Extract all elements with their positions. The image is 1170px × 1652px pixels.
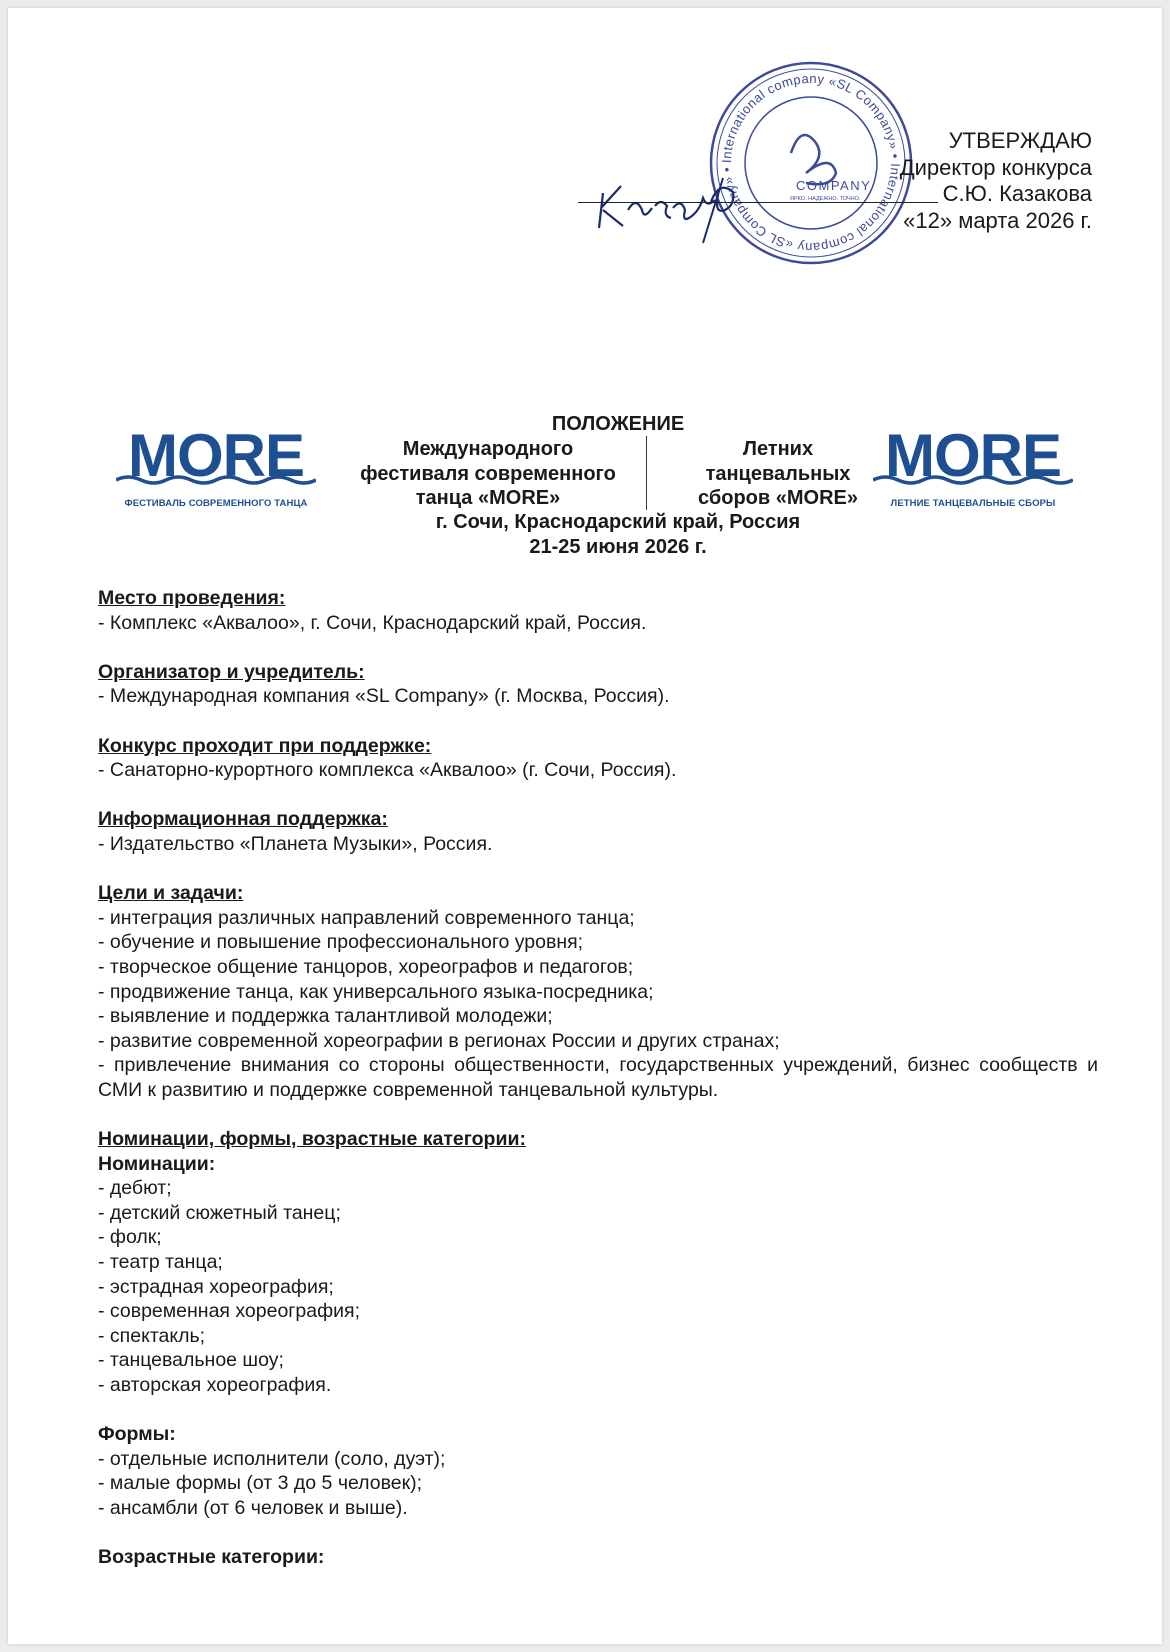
list-item: - театр танца; [98, 1251, 223, 1274]
list-item: - авторская хореография. [98, 1374, 332, 1396]
logo-festival-caption: ФЕСТИВАЛЬ СОВРЕМЕННОГО ТАНЦА [124, 498, 308, 509]
section-heading-goals: Цели и задачи: [98, 882, 244, 905]
list-item: - развитие современной хореографии в регионах России и других странах; [98, 1029, 780, 1052]
logo-summer-camp-caption: ЛЕТНИЕ ТАНЦЕВАЛЬНЫЕ СБОРЫ [890, 498, 1056, 509]
list-item: - творческое общение танцоров, хореографов и педагогов; [98, 955, 634, 978]
list-item: - интеграция различных направлений современного танца; [98, 906, 635, 929]
logo-festival [116, 422, 316, 509]
document-page [8, 8, 1162, 1644]
header-city: г. Сочи, Краснодарский край, Россия [435, 511, 801, 533]
list-item: - ансамбли (от 6 человек и выше). [98, 1496, 408, 1519]
header-left-column [338, 437, 638, 511]
header-right-column [678, 437, 878, 511]
logo-festival-word: MORE [128, 422, 304, 489]
document-body [98, 586, 1098, 1570]
header-right-line: сборов «MORE» [698, 487, 858, 509]
section-heading-organizer: Организатор и учредитель: [98, 660, 365, 683]
header-left-line: фестиваля современного [360, 462, 616, 485]
list-item: - дебют; [98, 1177, 172, 1200]
approval-line-position: Директор конкурса [899, 154, 1092, 180]
approval-line-date: «12» марта 2026 г. [903, 207, 1092, 233]
section-heading-nominations: Номинации, формы, возрастные категории: [98, 1128, 526, 1151]
list-item: - отдельные исполнители (соло, дуэт); [98, 1447, 446, 1470]
signature-line [578, 202, 938, 203]
section-heading-info: Информационная поддержка: [98, 808, 388, 831]
logo-summer-camp-wave-icon [873, 474, 1073, 488]
logo-summer-camp-word: MORE [885, 422, 1061, 489]
logo-summer-camp [873, 422, 1073, 509]
subsection-heading-nominations: Номинации: [98, 1152, 216, 1175]
logo-festival-wave-icon [116, 474, 316, 488]
section-text-venue: - Комплекс «Аквалоо», г. Сочи, Краснодарский край, Россия. [98, 611, 647, 634]
list-item: - современная хореография; [98, 1300, 361, 1323]
header-right-line: танцевальных [705, 462, 851, 485]
header-left-line: Международного [402, 438, 574, 460]
list-item: - детский сюжетный танец; [98, 1201, 341, 1224]
document-title: ПОЛОЖЕНИЕ [551, 413, 685, 435]
approval-line-name: С.Ю. Казакова [942, 181, 1092, 206]
header-column-divider [646, 436, 647, 510]
section-heading-support: Конкурс проходит при поддержке: [98, 734, 432, 757]
section-text-info: - Издательство «Планета Музыки», Россия. [98, 832, 493, 855]
list-item: - эстрадная хореография; [98, 1275, 334, 1298]
stamp-sl-monogram [791, 135, 836, 184]
section-heading-venue: Место проведения: [98, 587, 286, 609]
list-item: - танцевальное шоу; [98, 1349, 284, 1372]
header-left-line: танца «MORE» [415, 487, 561, 509]
list-item: - обучение и повышение профессионального уровня; [98, 931, 584, 954]
stamp-ring-text: International company «SL Company» • International company «SL Company» • [718, 70, 904, 256]
approval-block [900, 128, 1092, 234]
section-heading-forms: Формы: [98, 1423, 176, 1446]
section-text-support: - Санаторно-курортного комплекса «Аквалоо» (г. Сочи, Россия). [98, 759, 677, 782]
list-item: - спектакль; [98, 1324, 206, 1347]
stamp-tagline: ЯРКО. НАДЕЖНО. ТОЧНО. [790, 196, 861, 202]
header-dates: 21-25 июня 2026 г. [529, 536, 707, 558]
approval-line-approve: УТВЕРЖДАЮ [948, 128, 1092, 153]
section-text-organizer: - Международная компания «SL Company» (г. Москва, Россия). [98, 685, 670, 708]
section-heading-ages: Возрастные категории: [98, 1546, 325, 1569]
list-item: - выявление и поддержка талантливой молодежи; [98, 1005, 553, 1028]
list-item: - привлечение внимания со стороны общественности, государственных учреждений, бизнес сообществ и СМИ к развитию и поддержке современной танцевальной культуры. [98, 1054, 1098, 1101]
stamp-brand: COMPANY [796, 178, 872, 193]
header-right-line: Летних [742, 438, 814, 460]
list-item: - фолк; [98, 1226, 162, 1249]
list-item: - малые формы (от 3 до 5 человек); [98, 1472, 423, 1495]
list-item: - продвижение танца, как универсального языка-посредника; [98, 980, 654, 1003]
handwritten-signature [593, 148, 768, 248]
